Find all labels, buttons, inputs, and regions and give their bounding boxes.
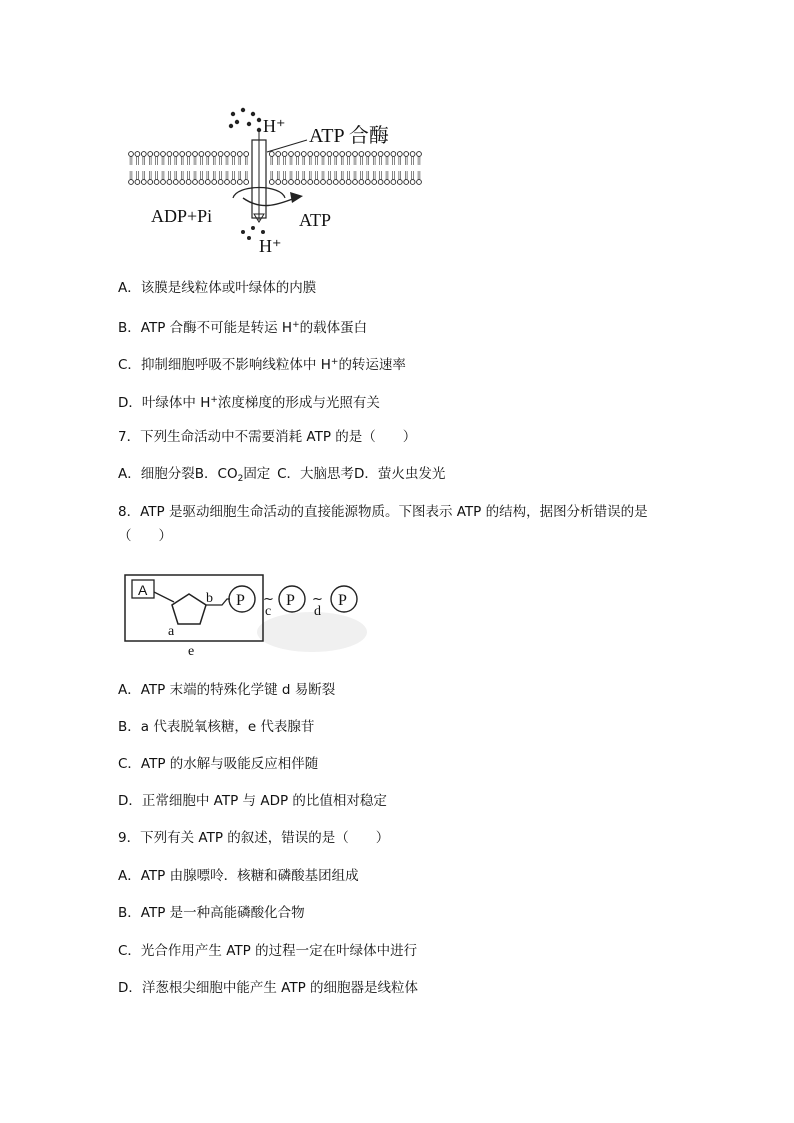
lipid-head [404,180,409,185]
lipid-head [135,180,140,185]
q6-option-d [118,390,380,413]
lipid-head [333,152,338,157]
adenine-label: A [138,582,148,598]
q7-option-a: A．细胞分裂 [118,466,195,482]
q9-option-c: C．光合作用产生 ATP 的过程一定在叶绿体中进行 [118,943,418,959]
lipid-head [417,180,422,185]
lipid-head [372,180,377,185]
lipid-head [199,180,204,185]
label-a: a [168,624,175,639]
lipid-head [244,180,249,185]
option-text: 抑制细胞呼吸不影响线粒体中 H [140,357,331,373]
lipid-head [225,152,230,157]
lipid-head [289,152,294,157]
lipid-head [353,152,358,157]
label-e: e [188,644,195,659]
option-text: 该膜是线粒体或叶绿体的内膜 [140,280,317,296]
lipid-head [154,152,159,157]
option-text-tail: 浓度梯度的形成与光照有关 [217,395,380,411]
lipid-head [378,152,383,157]
atp-synthase-label: ATP 合酶 [309,125,389,147]
lipid-head [289,180,294,185]
lipid-head [327,152,332,157]
lipid-head [301,180,306,185]
lipid-head [410,152,415,157]
scan-smudge [257,612,367,652]
adp-pi-label: ADP+Pi [151,206,213,226]
lipid-head [186,180,191,185]
q6-option-c [118,352,406,375]
phosphate-1-label: P [236,592,245,609]
lipid-head [218,152,223,157]
enzyme-pointer-line [267,140,307,152]
superscript: + [210,395,218,405]
lipid-head [404,152,409,157]
lipid-head [282,152,287,157]
subscript: 2 [237,474,244,484]
lipid-head [141,152,146,157]
lipid-head [154,180,159,185]
label-d: d [314,604,321,619]
atp-product-label: ATP [299,210,332,230]
q9-option-d: D．洋葱根尖细胞中能产生 ATP 的细胞器是线粒体 [118,980,419,996]
lipid-head [340,180,345,185]
lipid-head [385,180,390,185]
adenine-ribose-bond [154,592,174,602]
lipid-head [212,152,217,157]
lipid-head [372,152,377,157]
lipid-head [321,152,326,157]
lipid-head [205,180,210,185]
option-prefix: C． [118,357,141,373]
lipid-head [378,180,383,185]
q8-stem-line2: （ ） [118,528,172,544]
q8-option-a: A．ATP 末端的特殊化学键 d 易断裂 [118,682,336,698]
lipid-head [346,180,351,185]
lipid-head [167,152,172,157]
lipid-head [346,152,351,157]
lipid-head [244,152,249,157]
lipid-head [410,180,415,185]
lipid-head [199,152,204,157]
lipid-head [391,152,396,157]
lipid-head [180,180,185,185]
lipid-head [193,180,198,185]
ribose-pentagon [172,594,206,624]
lipid-head [231,180,236,185]
q7-option-d: D．萤火虫发光 [354,466,446,482]
tilde-bond-d: ~ [312,592,323,607]
superscript: + [292,320,300,330]
lipid-head [161,180,166,185]
lipid-head [231,152,236,157]
lipid-head [276,152,281,157]
h-plus-bottom-label: H⁺ [259,236,282,256]
option-prefix: B． [118,320,141,336]
lipid-head [359,180,364,185]
q7-option-b-text: B．CO [194,466,238,482]
lipid-head [141,180,146,185]
lipid-head [417,152,422,157]
lipid-head [295,152,300,157]
q8-option-c: C．ATP 的水解与吸能反应相伴随 [118,756,319,772]
lipid-head [218,180,223,185]
label-b: b [206,591,213,606]
phosphate-3-label: P [338,592,347,609]
lipid-head [237,180,242,185]
lipid-head [282,180,287,185]
q6-option-a [118,278,316,298]
lipid-head [148,180,153,185]
lipid-head [314,152,319,157]
lipid-head [276,180,281,185]
lipid-head [269,180,274,185]
h-plus-top-label: H⁺ [263,116,286,136]
option-prefix: D． [118,395,142,411]
lipid-head [308,152,313,157]
lipid-head [353,180,358,185]
lipid-head [186,152,191,157]
lipid-head [365,152,370,157]
q7-stem: 7．下列生命活动中不需要消耗 ATP 的是（ ） [118,429,417,445]
lipid-head [135,152,140,157]
lipid-head [314,180,319,185]
lipid-head [333,180,338,185]
atp-structure-figure [122,572,372,660]
option-text: ATP 合酶不可能是转运 H [140,320,293,336]
lipid-head [205,152,210,157]
proton-cluster-top [229,108,261,132]
lipid-head [237,152,242,157]
lipid-head [212,180,217,185]
tilde-bond-c: ~ [263,592,274,607]
synthesis-arrowhead [290,192,303,203]
lipid-head [301,152,306,157]
lipid-head [397,152,402,157]
q7-option-c: C．大脑思考 [277,466,354,482]
atp-synthase-membrane-figure [125,100,425,265]
q8-stem-line1: 8．ATP 是驱动细胞生命活动的直接能源物质。下图表示 ATP 的结构，据图分析错误的是 [118,504,648,520]
lipid-head [148,152,153,157]
phospholipid-bilayer [129,152,422,185]
lipid-head [295,180,300,185]
lipid-head [269,152,274,157]
label-c: c [265,604,272,619]
lipid-head [391,180,396,185]
lipid-head [225,180,230,185]
lipid-head [397,180,402,185]
q9-option-a: A．ATP 由腺嘌呤．核糖和磷酸基团组成 [118,868,359,884]
lipid-head [129,152,134,157]
lipid-head [308,180,313,185]
lipid-head [340,152,345,157]
phosphate-2-label: P [286,592,295,609]
lipid-head [321,180,326,185]
q7-option-b [195,466,271,482]
lipid-head [173,180,178,185]
lipid-head [173,152,178,157]
lipid-head [385,152,390,157]
lipid-head [365,180,370,185]
lipid-head [327,180,332,185]
q7-options [118,464,445,489]
option-text-tail: 的转运速率 [338,357,406,373]
lipid-head [161,152,166,157]
q9-option-b: B．ATP 是一种高能磷酸化合物 [118,905,305,921]
synthesis-arrow [243,198,295,206]
q7-option-b-tail: 固定 [243,466,271,482]
q9-stem: 9．下列有关 ATP 的叙述，错误的是（ ） [118,830,390,846]
lipid-head [180,152,185,157]
lipid-head [129,180,134,185]
lipid-head [359,152,364,157]
q6-option-b [118,315,367,338]
option-text-tail: 的载体蛋白 [299,320,368,336]
superscript: + [330,357,339,367]
q8-option-b: B．a 代表脱氧核糖，e 代表腺苷 [118,719,315,735]
option-prefix: A． [118,280,141,296]
lipid-head [193,152,198,157]
option-text: 叶绿体中 H [141,395,211,411]
q8-option-d: D．正常细胞中 ATP 与 ADP 的比值相对稳定 [118,793,387,809]
lipid-head [167,180,172,185]
